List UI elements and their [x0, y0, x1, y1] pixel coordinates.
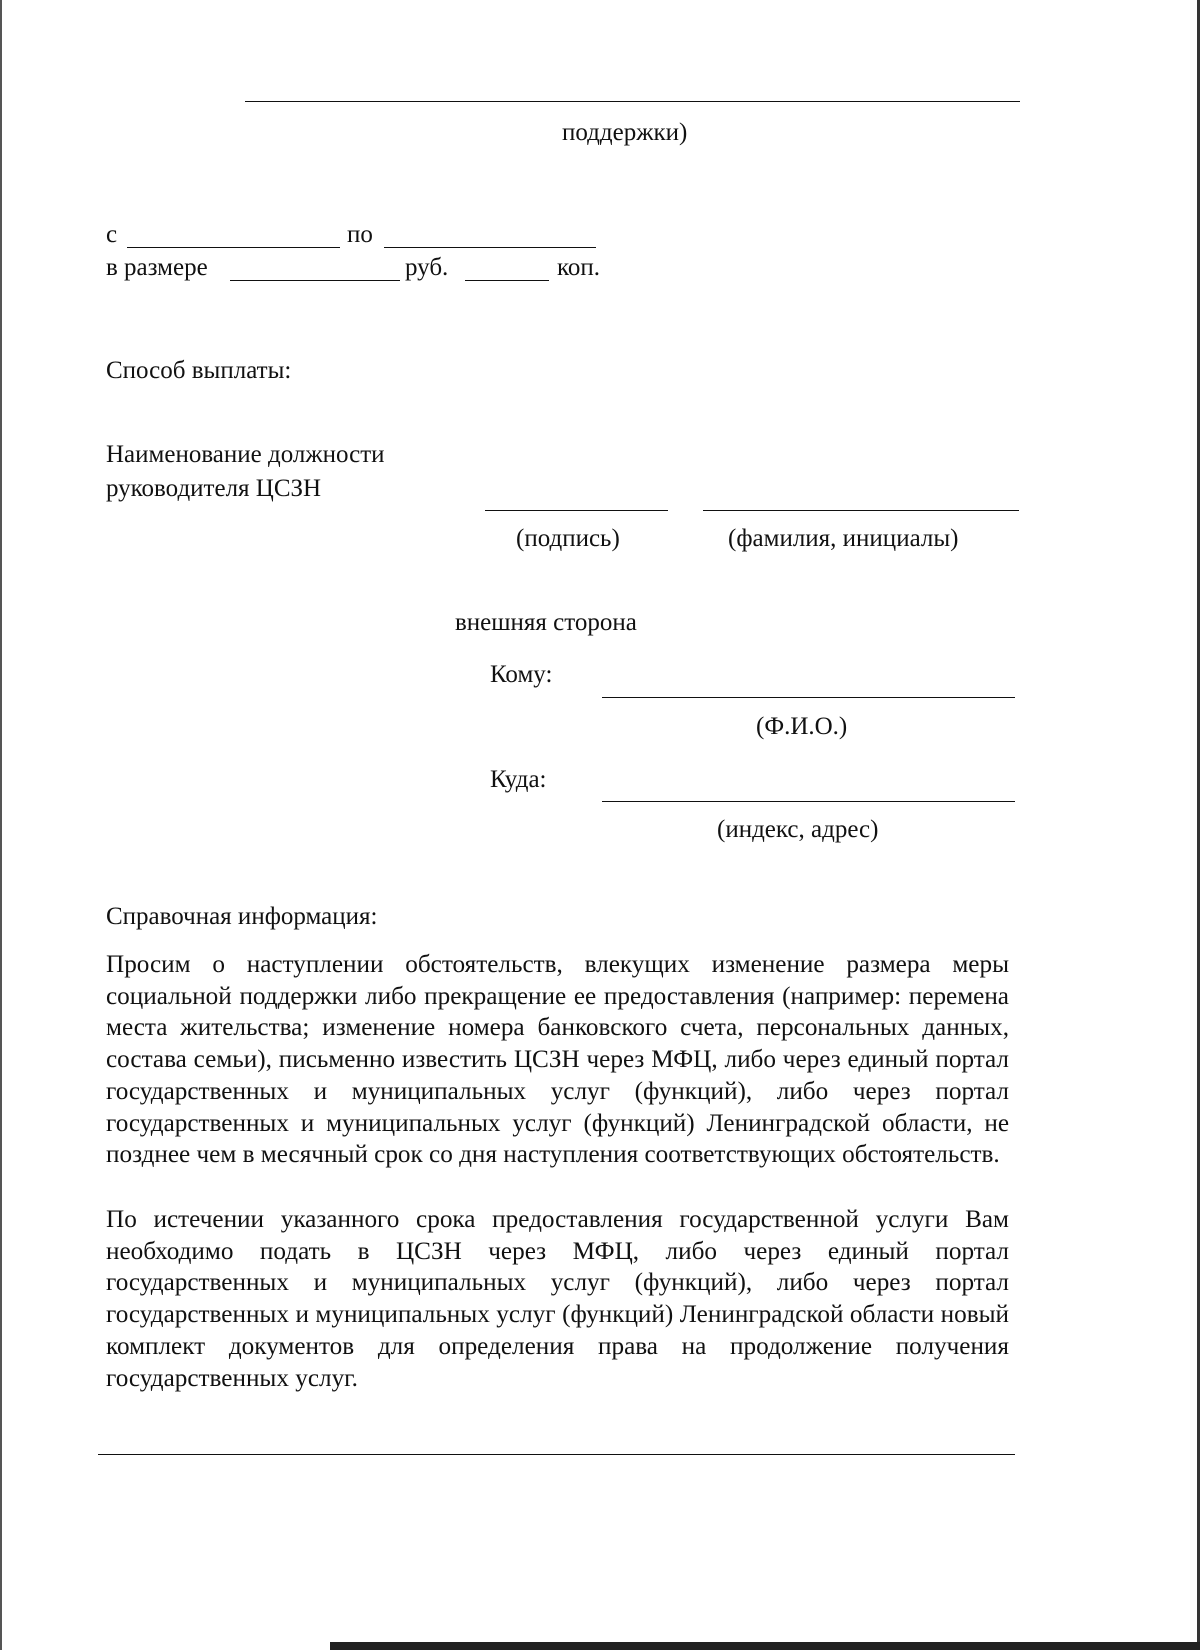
signature-caption: (подпись) — [516, 525, 620, 552]
envelope-heading: внешняя сторона — [455, 609, 637, 636]
period-from-label: с — [106, 221, 118, 248]
amount-rub-field[interactable] — [230, 280, 400, 281]
position-title-line1: Наименование должности — [106, 441, 385, 468]
recipient-label: Кому: — [490, 661, 553, 688]
period-from-field[interactable] — [127, 247, 340, 248]
period-to-field[interactable] — [384, 247, 596, 248]
address-caption: (индекс, адрес) — [717, 816, 879, 843]
address-field[interactable] — [602, 801, 1015, 802]
payment-method-label: Способ выплаты: — [106, 357, 292, 384]
address-label: Куда: — [490, 766, 547, 793]
reference-paragraph-1: Просим о наступлении обстоятельств, влекущих изменение размера меры социальной поддержки либо прекращение ее предоставления (например: перемена места жительства; изменение номера банковского счета, персональных данных, состава семьи), письменно известить ЦСЗН через МФЦ, либо через единый портал государственных и муниципальных услуг (функций), либо через портал государственных и муниципальных услуг (функций) Ленинградской области, не позднее чем в месячный срок со дня наступления соответствующих обстоятельств. — [106, 951, 1009, 1169]
top-caption: поддержки) — [562, 119, 688, 146]
reference-paragraph-2: По истечении указанного срока предоставления государственной услуги Вам необходимо подать в ЦСЗН через МФЦ, либо через единый портал государственных и муниципальных услуг (функций), либо через портал государственных и муниципальных услуг (функций) Ленинградской области новый комплект документов для определения права на продолжение получения государственных услуг. — [106, 1206, 1009, 1392]
name-initials-field[interactable] — [703, 510, 1019, 511]
period-to-label: по — [347, 221, 373, 248]
name-initials-caption: (фамилия, инициалы) — [728, 525, 959, 552]
rub-label: руб. — [405, 254, 449, 281]
signature-field[interactable] — [485, 510, 668, 511]
recipient-field[interactable] — [602, 697, 1015, 698]
top-rule — [245, 101, 1020, 102]
page-edge-left — [0, 0, 2, 1650]
scan-bottom-band — [330, 1642, 1200, 1650]
recipient-caption: (Ф.И.О.) — [756, 713, 848, 740]
amount-kop-field[interactable] — [465, 280, 549, 281]
position-title-line2: руководителя ЦСЗН — [106, 475, 322, 502]
reference-heading: Справочная информация: — [106, 903, 378, 930]
bottom-rule — [98, 1454, 1015, 1455]
amount-label: в размере — [106, 254, 208, 281]
kop-label: коп. — [557, 254, 601, 281]
